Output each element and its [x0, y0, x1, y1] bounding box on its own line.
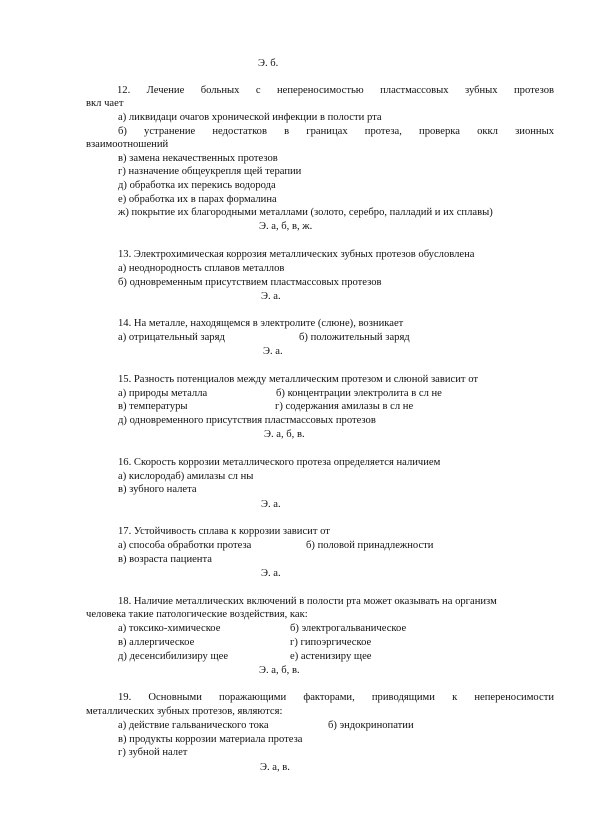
question-18-option-f: е) астенизиру щее [290, 651, 372, 662]
question-14-answer: Э. а. [263, 346, 283, 357]
question-17-option-a: а) способа обработки протеза [118, 540, 252, 551]
question-15-option-e: д) одновременного присутствия пластмассовых протезов [118, 415, 376, 426]
question-12-stem-line-2: вкл чает [86, 98, 124, 109]
question-17-answer: Э. а. [261, 568, 281, 579]
question-19-stem-line-2: металлических зубных протезов, являются: [86, 706, 283, 717]
question-16-stem: 16. Скорость коррозии металлического протеза определяется наличием [118, 457, 441, 468]
question-12-option-a: а) ликвидаци очагов хронической инфекции в полости рта [118, 112, 382, 123]
question-12-option-b-continued: взаимоотношений [86, 139, 169, 150]
question-15-answer: Э. а, б, в. [264, 429, 305, 440]
question-17-option-b: б) половой принадлежности [306, 540, 434, 551]
header-answer: Э. б. [258, 58, 279, 69]
question-17-stem: 17. Устойчивость сплава к коррозии зависит от [118, 526, 330, 537]
question-12-option-g: ж) покрытие их благородными металлами (золото, серебро, палладий и их сплавы) [118, 207, 493, 218]
question-13-option-b: б) одновременным присутствием пластмассовых протезов [118, 277, 382, 288]
question-15-option-b: б) концентрации электролита в сл не [276, 388, 442, 399]
question-15-stem: 15. Разность потенциалов между металлическим протезом и слюной зависит от [118, 374, 478, 385]
question-18-option-e: д) десенсибилизиру щее [118, 651, 229, 662]
question-12-option-e: д) обработка их перекись водорода [118, 180, 276, 191]
question-19-option-d: г) зубной налет [118, 747, 188, 758]
question-15-option-a: а) природы металла [118, 388, 208, 399]
question-12-option-d: г) назначение общеукрепля щей терапии [118, 166, 302, 177]
question-15-option-d: г) содержания амилазы в сл не [275, 401, 414, 412]
question-18-answer: Э. а, б, в. [259, 665, 300, 676]
question-18-stem-line-2: человека такие патологические воздействия, как: [86, 609, 308, 620]
question-16-option-c: в) зубного налета [118, 484, 197, 495]
question-14-stem: 14. На металле, находящемся в электролите (слюне), возникает [118, 318, 404, 329]
question-13-answer: Э. а. [261, 291, 281, 302]
question-19-option-b: б) эндокринопатии [328, 720, 414, 731]
question-19-option-c: в) продукты коррозии материала протеза [118, 734, 303, 745]
question-13-stem: 13. Электрохимическая коррозия металлических зубных протезов обусловлена [118, 249, 475, 260]
question-15-option-c: в) температуры [118, 401, 188, 412]
question-17-option-c: в) возраста пациента [118, 554, 212, 565]
question-12-option-c: в) замена некачественных протезов [118, 153, 278, 164]
question-18-stem-line-1: 18. Наличие металлических включений в полости рта может оказывать на организм [118, 596, 497, 607]
question-18-option-c: в) аллергическое [118, 637, 195, 648]
question-18-option-a: а) токсико-химическое [118, 623, 221, 634]
question-12-answer: Э. а, б, в, ж. [259, 221, 313, 232]
question-12-option-b: б) устранение недостатков в границах протеза, проверка оккл зионных [118, 126, 554, 137]
question-19-stem-line-1: 19. Основными поражающими факторами, приводящими к непереносимости [118, 692, 554, 703]
question-18-option-b: б) электрогальваническое [290, 623, 407, 634]
question-16-answer: Э. а. [261, 499, 281, 510]
question-13-option-a: а) неоднородность сплавов металлов [118, 263, 285, 274]
question-12-option-f: е) обработка их в парах формалина [118, 194, 277, 205]
question-16-option-ab: а) кислородаб) амилазы сл ны [118, 471, 254, 482]
question-14-option-b: б) положительный заряд [299, 332, 410, 343]
question-14-option-a: а) отрицательный заряд [118, 332, 225, 343]
question-18-option-d: г) гипоэргическое [290, 637, 372, 648]
question-12-stem-line-1: 12. Лечение больных с непереносимостью пластмассовых зубных протезов [117, 85, 554, 96]
question-19-option-a: а) действие гальванического тока [118, 720, 269, 731]
question-19-answer: Э. а, в. [260, 762, 290, 773]
